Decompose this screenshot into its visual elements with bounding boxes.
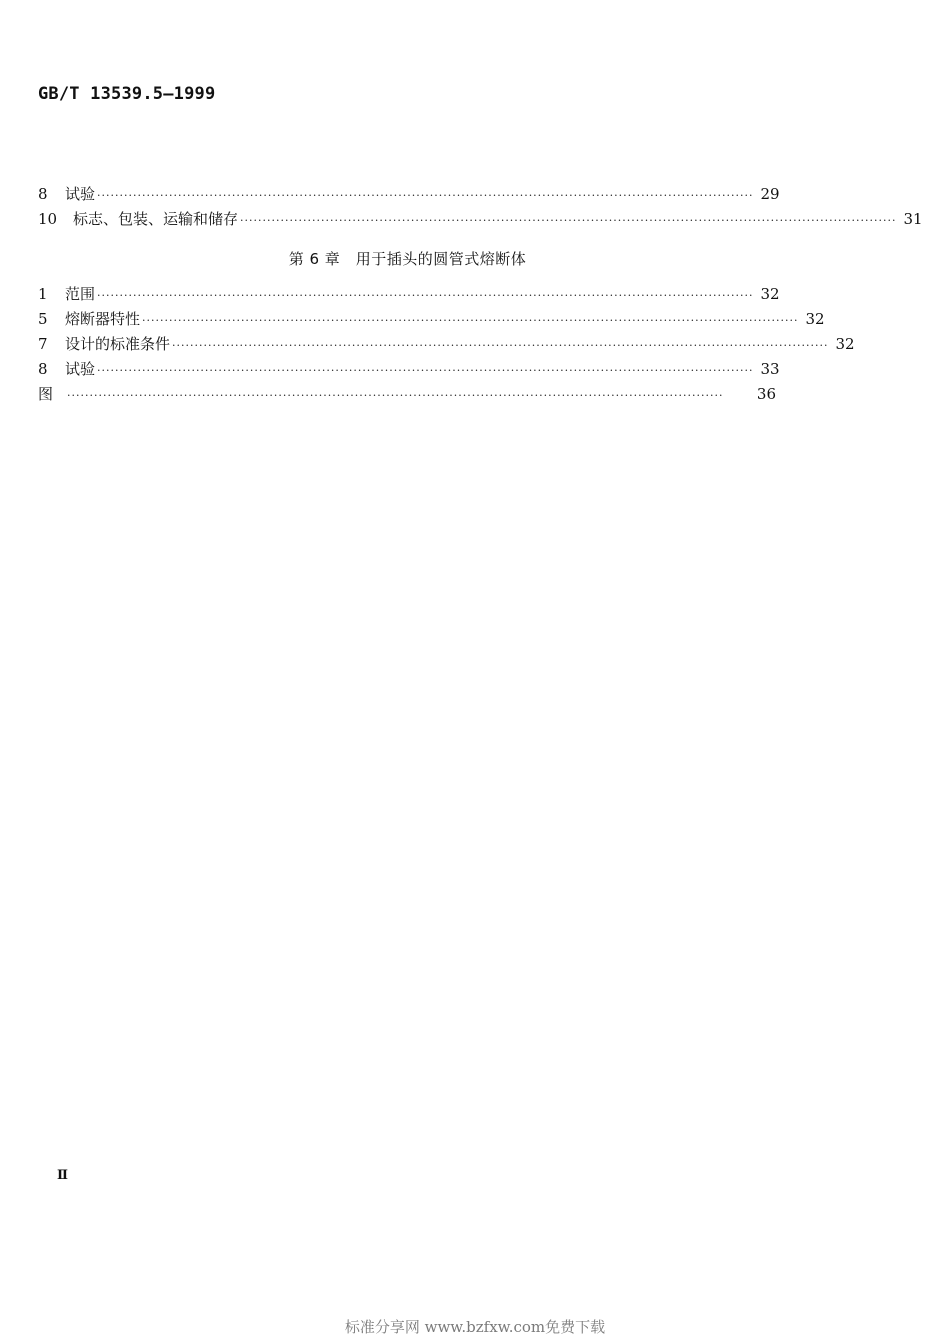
toc-entry[interactable] <box>38 357 780 382</box>
toc-leader-dots: ·················································································································································· <box>142 314 799 327</box>
toc-leader-dots: ·················································································································································· <box>97 189 754 202</box>
toc-entry-title: 设计的标准条件 <box>65 335 171 353</box>
toc-entry-title: 试验 <box>65 185 96 203</box>
toc-entry-page: 32 <box>835 335 855 353</box>
toc-entry-page: 36 <box>756 385 776 403</box>
chapter-heading: 第 6 章 用于插头的圆管式熔断体 <box>288 250 527 268</box>
toc-entry[interactable] <box>38 382 776 407</box>
watermark-footer: 标准分享网 www.bzfxw.com免费下载 <box>344 1318 606 1336</box>
toc-entry[interactable] <box>38 332 855 357</box>
toc-entry-number: 8 <box>38 185 48 203</box>
toc-entry-number: 7 <box>38 335 48 353</box>
toc-entry-page: 31 <box>903 210 923 228</box>
toc-entry-number: 图 <box>38 385 54 403</box>
toc-leader-dots: ·················································································································································· <box>240 214 897 227</box>
toc-leader-dots: ·················································································································································· <box>67 389 724 402</box>
toc-entry-number: 10 <box>38 210 58 228</box>
toc-entry-title: 试验 <box>65 360 96 378</box>
toc-leader-dots: ·················································································································································· <box>97 289 754 302</box>
toc-leader-dots: ·················································································································································· <box>172 339 829 352</box>
toc-entry[interactable] <box>38 207 923 232</box>
page-number: Ⅱ <box>57 1168 68 1183</box>
toc-entry-page: 32 <box>760 285 780 303</box>
toc-section-1 <box>38 182 923 232</box>
toc-entry-page: 32 <box>805 310 825 328</box>
toc-entry[interactable] <box>38 307 825 332</box>
toc-entry-number: 8 <box>38 360 48 378</box>
toc-section-2 <box>38 282 855 407</box>
toc-entry[interactable] <box>38 282 780 307</box>
toc-entry-page: 29 <box>760 185 780 203</box>
toc-entry-title: 标志、包装、运输和储存 <box>73 210 239 228</box>
toc-leader-dots: ·················································································································································· <box>97 364 754 377</box>
toc-entry-title: 范围 <box>65 285 96 303</box>
document-code: GB/T 13539.5—1999 <box>38 84 216 104</box>
toc-entry[interactable] <box>38 182 780 207</box>
toc-entry-title: 熔断器特性 <box>65 310 141 328</box>
toc-entry-page: 33 <box>760 360 780 378</box>
toc-entry-number: 5 <box>38 310 48 328</box>
toc-entry-number: 1 <box>38 285 48 303</box>
